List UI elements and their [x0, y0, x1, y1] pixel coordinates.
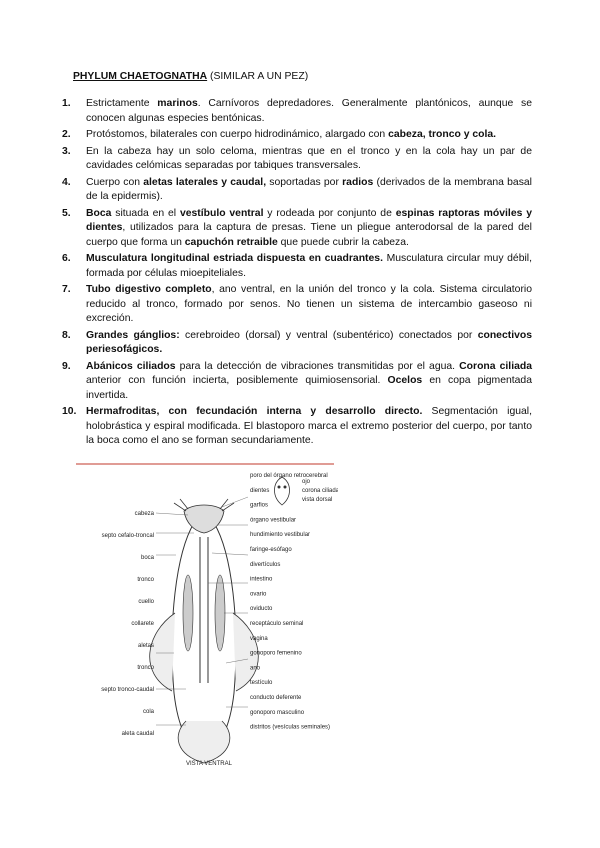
figure-label: vista dorsal — [302, 497, 333, 503]
emphasis-text: Hermafroditas, con fecundación interna y desarrollo directo. — [86, 406, 423, 417]
figure-label: aletas — [137, 643, 154, 649]
emphasis-text: Tubo digestivo completo — [86, 284, 212, 295]
figure-label: boca — [140, 555, 154, 561]
characteristics-list — [62, 97, 532, 451]
figure-label: oviducto — [250, 606, 273, 613]
emphasis-text: Abánicos ciliados — [86, 360, 176, 372]
figure-label: dientes — [250, 487, 270, 494]
figure-label: testículo — [250, 680, 273, 687]
emphasis-text: cabeza, tronco y cola. — [388, 129, 497, 140]
emphasis-text: Corona ciliada — [459, 360, 532, 372]
list-item-number: 7. — [62, 284, 71, 295]
body-text: Cuerpo con — [86, 176, 144, 188]
figure-label: conducto deferente — [250, 695, 302, 701]
page-title — [73, 71, 308, 82]
list-item-number: 2. — [62, 129, 71, 140]
emphasis-text: espinas raptoras móviles y dientes — [86, 207, 532, 233]
emphasis-text: marinos — [157, 98, 198, 109]
body-text: para la detección de vibraciones transmitidas por el agua. — [175, 360, 460, 372]
body-text: Protóstomos, bilaterales con cuerpo hidrodinámico, alargado con — [86, 129, 389, 140]
figure-label: ovario — [250, 591, 267, 598]
body-text: en copa pigmentada invertida. — [86, 375, 532, 401]
list-item-number: 8. — [62, 329, 71, 341]
body-text: anterior con función incierta, posiblemente quimiosensorial. — [86, 375, 388, 386]
figure-label: gonoporo femenino — [250, 650, 302, 657]
figure-label: tronco — [137, 577, 154, 583]
ovary-right — [215, 575, 225, 651]
emphasis-text: conectivos periesofágicos. — [86, 329, 532, 355]
emphasis-text: aletas laterales y caudal, — [143, 176, 267, 188]
figure-labels-left — [101, 511, 154, 737]
list-item — [62, 176, 532, 205]
emphasis-text: Ocelos — [387, 375, 423, 386]
figure-label: hundimiento vestibular — [250, 532, 311, 539]
body-text: Estrictamente — [86, 98, 158, 109]
list-item — [62, 283, 532, 327]
figure-label: aleta caudal — [121, 731, 154, 737]
list-item — [62, 252, 532, 281]
list-item-number: 1. — [62, 98, 71, 109]
body-text: Musculatura circular muy débil, formada por células mioepiteliales. — [86, 253, 532, 279]
list-item — [62, 207, 532, 251]
anatomy-diagram — [76, 463, 338, 769]
title-main: PHYLUM CHAETOGNATHA — [73, 71, 208, 82]
body-text: cerebroideo (dorsal) y ventral (subentérico) conectados por — [179, 329, 478, 341]
emphasis-text: Musculatura longitudinal estriada dispuesta en cuadrantes. — [86, 253, 383, 264]
figure-label: cola — [142, 709, 154, 715]
emphasis-text: Grandes gánglios: — [86, 329, 180, 341]
dorsal-view-inset — [275, 477, 290, 505]
list-item — [62, 97, 532, 126]
list-item-number: 5. — [62, 207, 71, 219]
list-item-number: 10. — [62, 406, 77, 417]
list-item-number: 4. — [62, 176, 71, 188]
figure-label: vagina — [250, 635, 268, 642]
list-item — [62, 405, 532, 449]
title-sub: (SIMILAR A UN PEZ) — [210, 71, 309, 82]
list-item-number: 9. — [62, 360, 71, 372]
body-text: Segmentación igual, holobrástica y espiral modificada. El blastoporo marca el extremo posterior del cuerpo, por tanto la boca como el ano se forman secundariamente. — [86, 406, 532, 446]
body-text: . Carnívoros depredadores. Generalmente plantónicos, aunque se conocen algunas especies bentónicas. — [86, 98, 532, 124]
list-item — [62, 145, 532, 174]
figure-label: órgano vestibular — [250, 517, 297, 524]
body-text: soportadas por — [266, 176, 343, 188]
figure-label: divertículos — [250, 561, 281, 568]
intestine — [200, 537, 208, 683]
figure-label: intestino — [250, 576, 273, 583]
figure-label: corona ciliada — [302, 488, 338, 494]
figure-labels-inset — [302, 479, 338, 503]
emphasis-text: radios — [342, 176, 374, 188]
list-item — [62, 329, 532, 358]
emphasis-text: vestíbulo ventral — [179, 207, 264, 219]
figure-label: ano — [250, 665, 261, 672]
list-item-number: 3. — [62, 145, 71, 157]
figure-label: collarete — [131, 621, 154, 627]
list-item — [62, 360, 532, 404]
body-text: y rodeada por conjunto de — [263, 207, 396, 219]
body-text: , ano ventral, en la unión del tronco y la cola. Sistema circulatorio reducido al tronco, formado por senos. No tienen un sistema de intercambio gaseoso ni excreción. — [86, 284, 532, 324]
body-text: (derivados de la membrana basal de la epidermis). — [86, 176, 532, 202]
figure-caption: VISTA VENTRAL — [186, 761, 232, 767]
figure-label: garfios — [250, 502, 269, 509]
figure-label: cabeza — [134, 511, 154, 517]
body-text: En la cabeza hay un solo celoma, mientras que en el tronco y en la cola hay un par de cavidades celómicas separadas por tabiques transversales. — [86, 145, 532, 171]
figure-label: septo tronco-caudal — [101, 687, 154, 693]
list-item — [62, 128, 532, 143]
emphasis-text: capuchón retraible — [184, 236, 278, 248]
figure-labels-right — [250, 473, 333, 731]
head-outline — [184, 505, 224, 533]
figure-label: poro del órgano retrocerebral — [250, 473, 328, 479]
figure-label: distritos (vesículas seminales) — [250, 724, 331, 731]
figure-label: receptáculo seminal — [250, 621, 304, 627]
figure-label: tronco — [137, 665, 154, 671]
list-item-number: 6. — [62, 253, 71, 264]
figure-label: ojo — [302, 479, 311, 485]
body-outline — [172, 523, 236, 755]
chaetognath-anatomy-figure — [76, 463, 338, 769]
body-text: que puede cubrir la cabeza. — [277, 236, 409, 248]
figure-label: gonoporo masculino — [250, 709, 305, 716]
figure-label: faringe-esófago — [250, 547, 292, 553]
figure-label: septo cefalo-troncal — [101, 533, 154, 539]
ovary-left — [183, 575, 193, 651]
caudal-fin — [178, 721, 230, 763]
body-text: situada en el — [111, 207, 180, 219]
figure-label: cuello — [138, 599, 154, 605]
emphasis-text: Boca — [86, 207, 112, 219]
body-text: , utilizados para la captura de presas. Tiene un pliegue anterodorsal de la pared del cuerpo que forma un — [86, 222, 532, 248]
